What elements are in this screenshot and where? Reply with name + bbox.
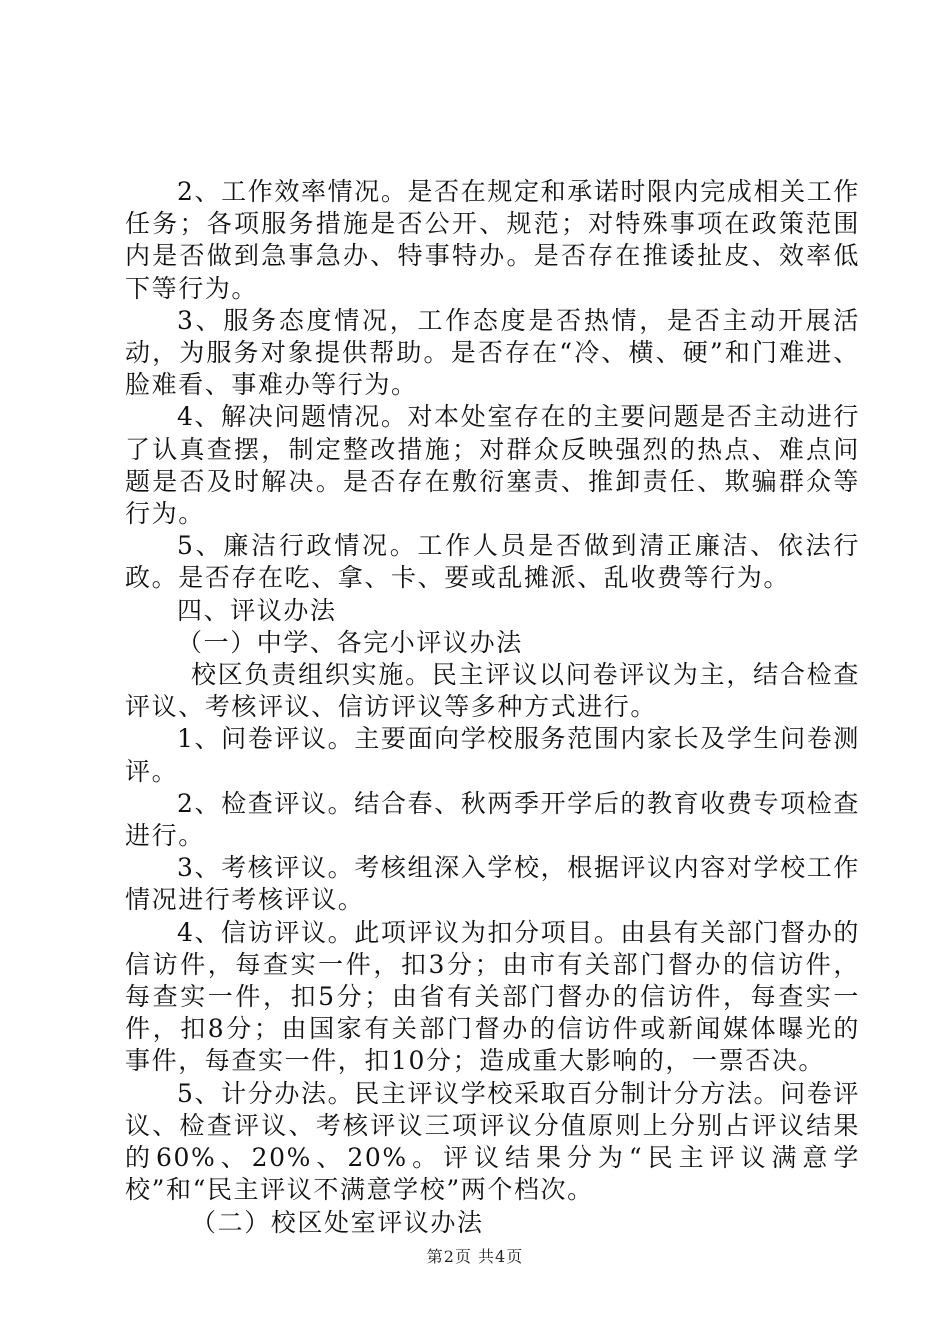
paragraph-organization: 校区负责组织实施。民主评议以问卷评议为主，结合检查评议、考核评议、信访评议等多种方式进行。 [125,660,860,722]
subsection-heading-schools: （一）中学、各完小评议办法 [177,627,523,657]
document-body [125,176,860,1239]
paragraph-work-efficiency: 2、工作效率情况。是否在规定和承诺时限内完成相关工作任务；各项服务措施是否公开、规范；对特殊事项在政策范围内是否做到急事急办、特事特办。是否存在推诿扯皮、效率低下等行为。 [125,177,860,303]
subsection-heading-offices: （二）校区处室评议办法 [191,1207,484,1237]
paragraph-scoring: 5、计分办法。民主评议学校采取百分制计分方法。问卷评议、检查评议、考核评议三项评议分值原则上分别占评议结果的60%、20%、20%。评议结果分为“民主评议满意学校”和“民主评议不满意学校”两个档次。 [125,1078,860,1205]
paragraph-service-attitude: 3、服务态度情况，工作态度是否热情，是否主动开展活动，为服务对象提供帮助。是否存在“冷、横、硬”和门难进、脸难看、事难办等行为。 [125,305,860,400]
paragraph-inspection: 2、检查评议。结合春、秋两季开学后的教育收费专项检查进行。 [125,788,860,851]
paragraph-problem-solving: 4、解决问题情况。对本处室存在的主要问题是否主动进行了认真查摆，制定整改措施；对群众反映强烈的热点、难点问题是否及时解决。是否存在敷衍塞责、推卸责任、欺骗群众等行为。 [125,402,860,529]
paragraph-assessment: 3、考核评议。考核组深入学校，根据评议内容对学校工作情况进行考核评议。 [125,853,860,915]
paragraph-petition: 4、信访评议。此项评议为扣分项目。由县有关部门督办的信访件，每查实一件，扣3分；由市有关部门督办的信访件，每查实一件，扣5分；由省有关部门督办的信访件，每查实一件，扣8分；由国家有关部门督办的信访件或新闻媒体曝光的事件，每查实一件，扣10分；造成重大影响的，一票否决。 [125,917,860,1076]
page-number-footer: 第2页 共4页 [426,1247,524,1266]
paragraph-clean-administration: 5、廉洁行政情况。工作人员是否做到清正廉洁、依法行政。是否存在吃、拿、卡、要或乱摊派、乱收费等行为。 [125,531,860,593]
paragraph-questionnaire: 1、问卷评议。主要面向学校服务范围内家长及学生问卷测评。 [125,724,860,786]
section-heading-evaluation-method: 四、评议办法 [177,595,337,625]
